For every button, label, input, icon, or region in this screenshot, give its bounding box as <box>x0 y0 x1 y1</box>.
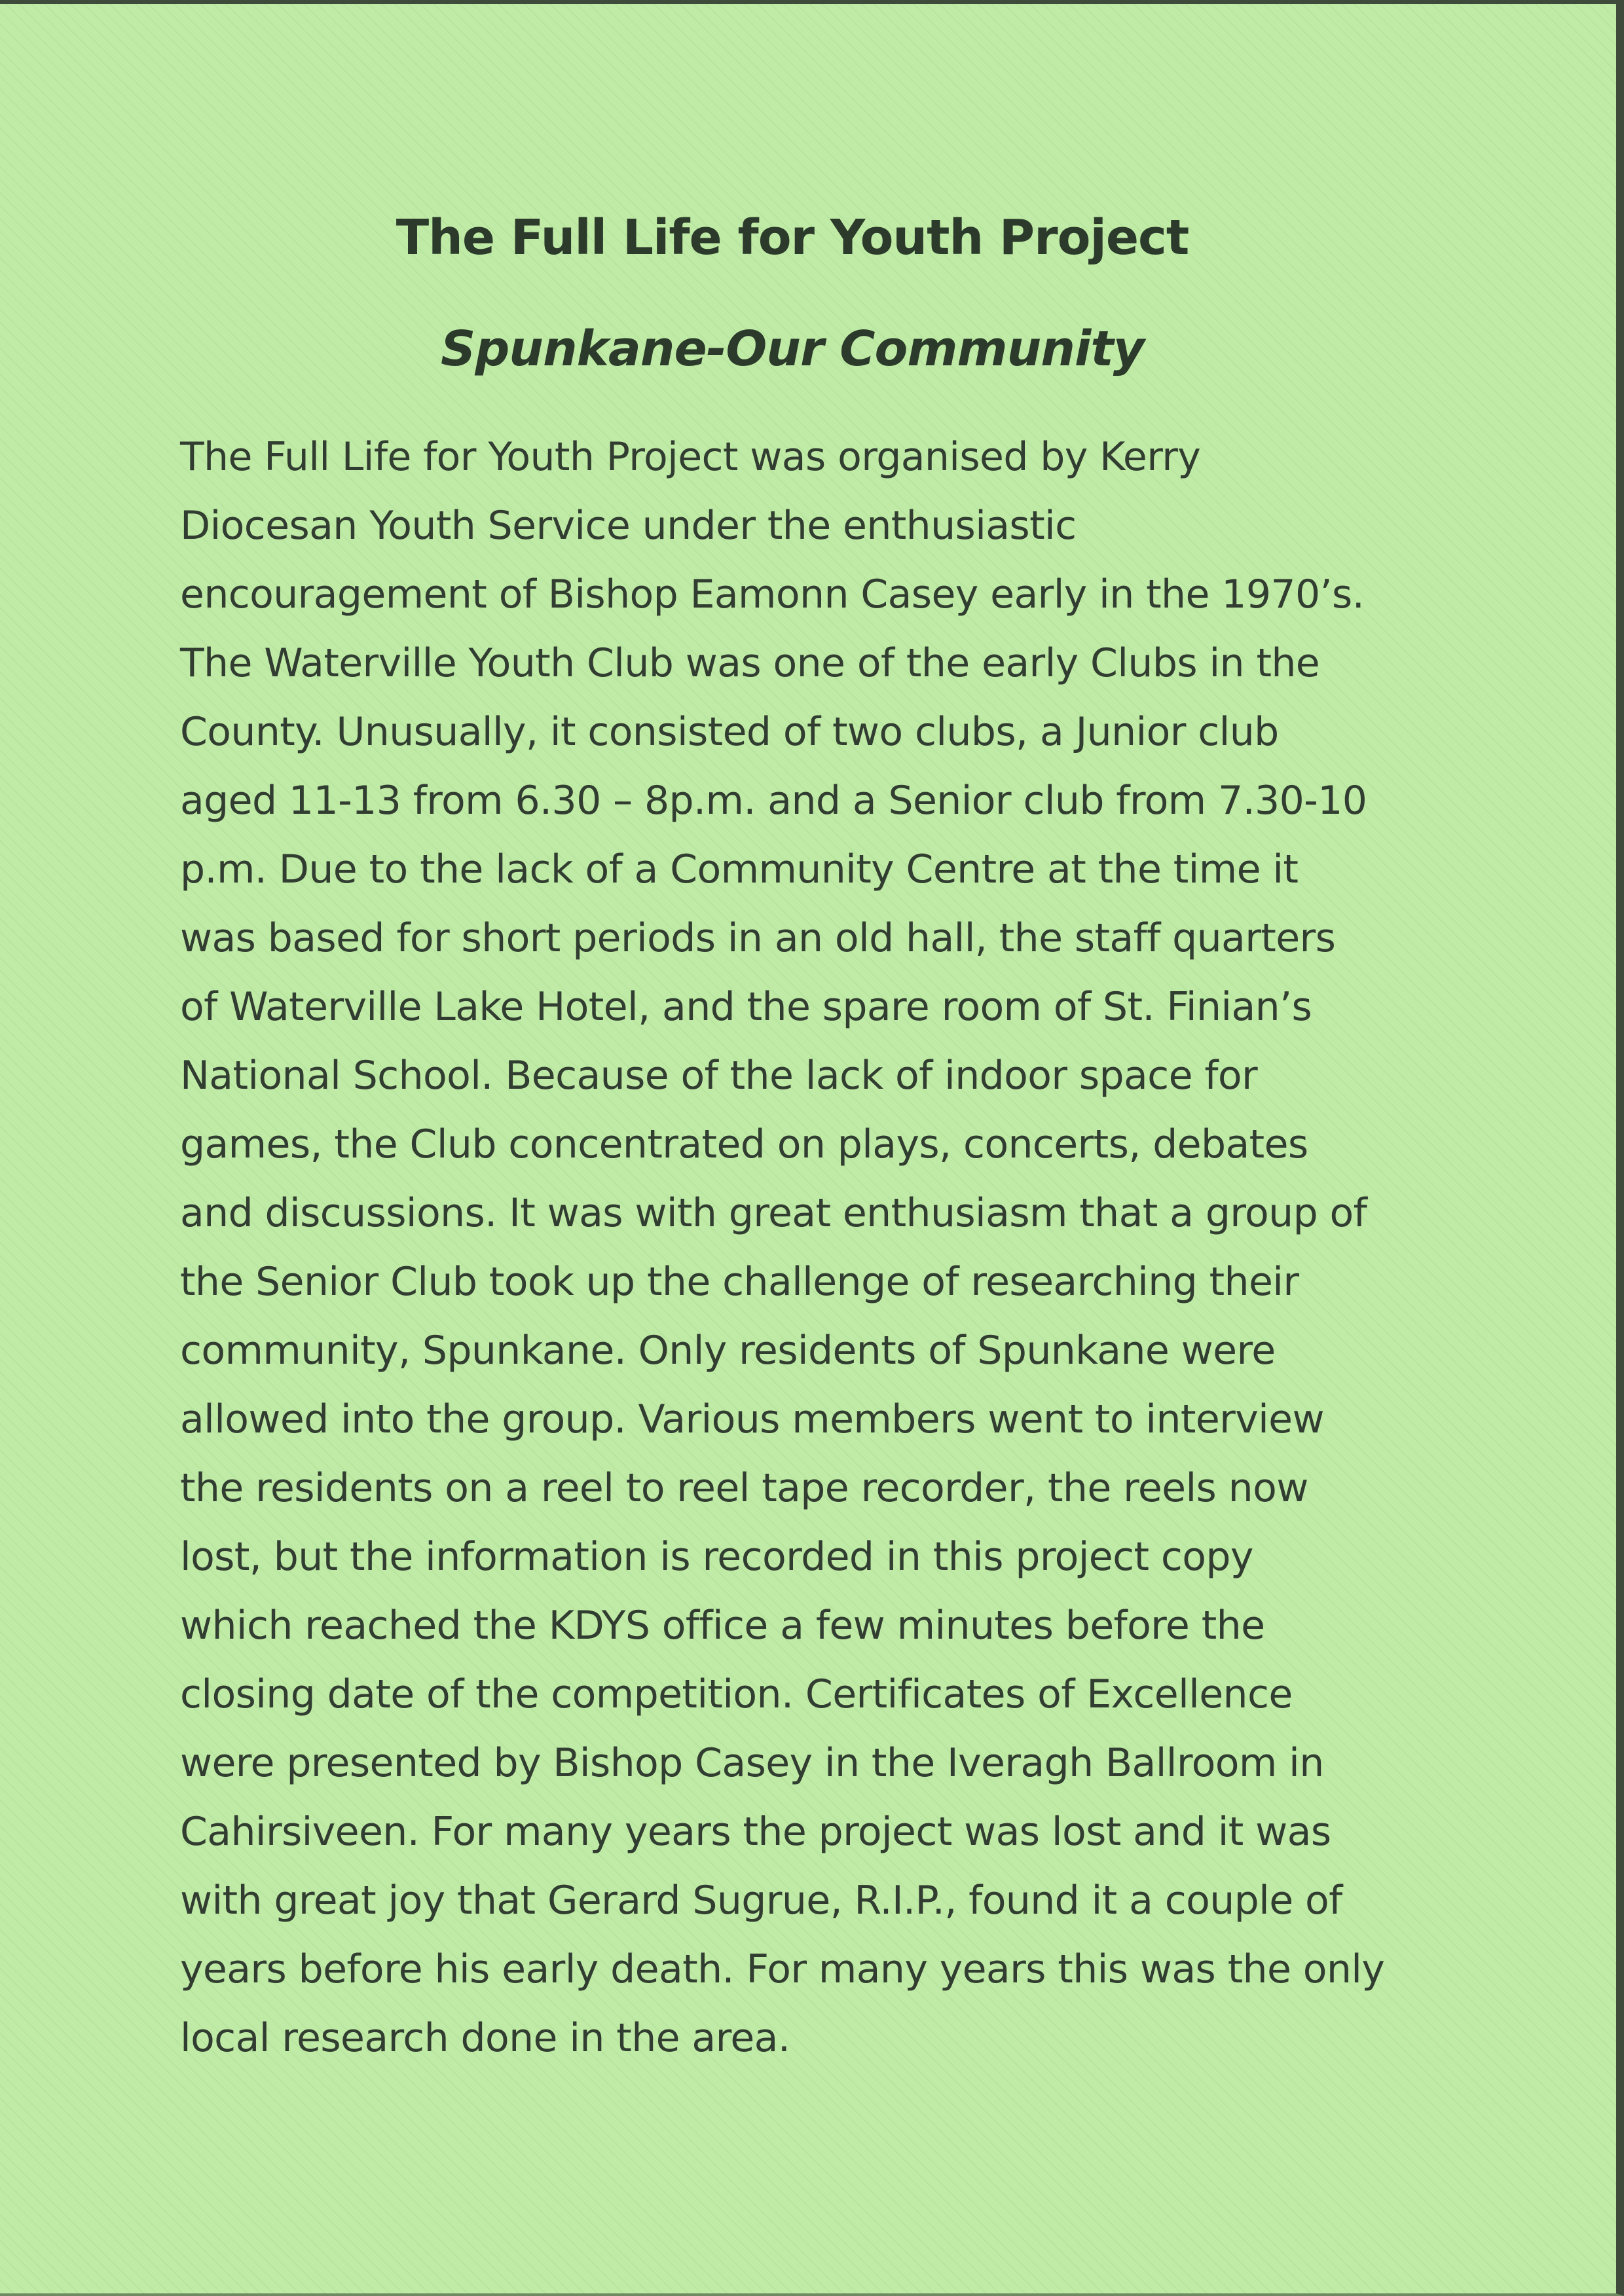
body-paragraph <box>180 423 1457 2073</box>
paragraph-line: community, Spunkane. Only residents of Spunkane were <box>180 1328 1276 1374</box>
paragraph-line: local research done in the area. <box>180 2015 790 2061</box>
paragraph-line: The Full Life for Youth Project was organised by Kerry <box>180 434 1201 480</box>
paragraph-line: the Senior Club took up the challenge of researching their <box>180 1259 1299 1305</box>
paragraph-line: p.m. Due to the lack of a Community Centre at the time it <box>180 847 1299 892</box>
paragraph-line: encouragement of Bishop Eamonn Casey early in the 1970’s. <box>180 572 1365 617</box>
paragraph-line: County. Unusually, it consisted of two clubs, a Junior club <box>180 709 1279 755</box>
paragraph-line: aged 11-13 from 6.30 – 8p.m. and a Senior club from 7.30-10 <box>180 778 1367 824</box>
paragraph-line: games, the Club concentrated on plays, concerts, debates <box>180 1121 1308 1167</box>
paragraph-line: and discussions. It was with great enthusiasm that a group of <box>180 1190 1367 1236</box>
paragraph-line: were presented by Bishop Casey in the Iveragh Ballroom in <box>180 1740 1324 1786</box>
paragraph-line: allowed into the group. Various members went to interview <box>180 1396 1324 1442</box>
paragraph-line: closing date of the competition. Certificates of Excellence <box>180 1671 1293 1717</box>
paragraph-line: National School. Because of the lack of indoor space for <box>180 1053 1258 1099</box>
paragraph-line: years before his early death. For many years this was the only <box>180 1946 1385 1992</box>
document-title: The Full Life for Youth Project <box>396 210 1189 266</box>
paragraph-line: lost, but the information is recorded in this project copy <box>180 1534 1253 1580</box>
paragraph-line: Cahirsiveen. For many years the project was lost and it was <box>180 1809 1331 1855</box>
paragraph-line: Diocesan Youth Service under the enthusiastic <box>180 503 1077 549</box>
paragraph-line: which reached the KDYS office a few minutes before the <box>180 1603 1265 1649</box>
paragraph-line: of Waterville Lake Hotel, and the spare room of St. Finian’s <box>180 984 1312 1030</box>
paragraph-line: was based for short periods in an old hall, the staff quarters <box>180 915 1336 961</box>
document-subtitle: Spunkane-Our Community <box>441 321 1144 377</box>
paragraph-line: with great joy that Gerard Sugrue, R.I.P., found it a couple of <box>180 1878 1342 1923</box>
paragraph-line: The Waterville Youth Club was one of the early Clubs in the <box>180 640 1320 686</box>
paragraph-line: the residents on a reel to reel tape recorder, the reels now <box>180 1465 1308 1511</box>
